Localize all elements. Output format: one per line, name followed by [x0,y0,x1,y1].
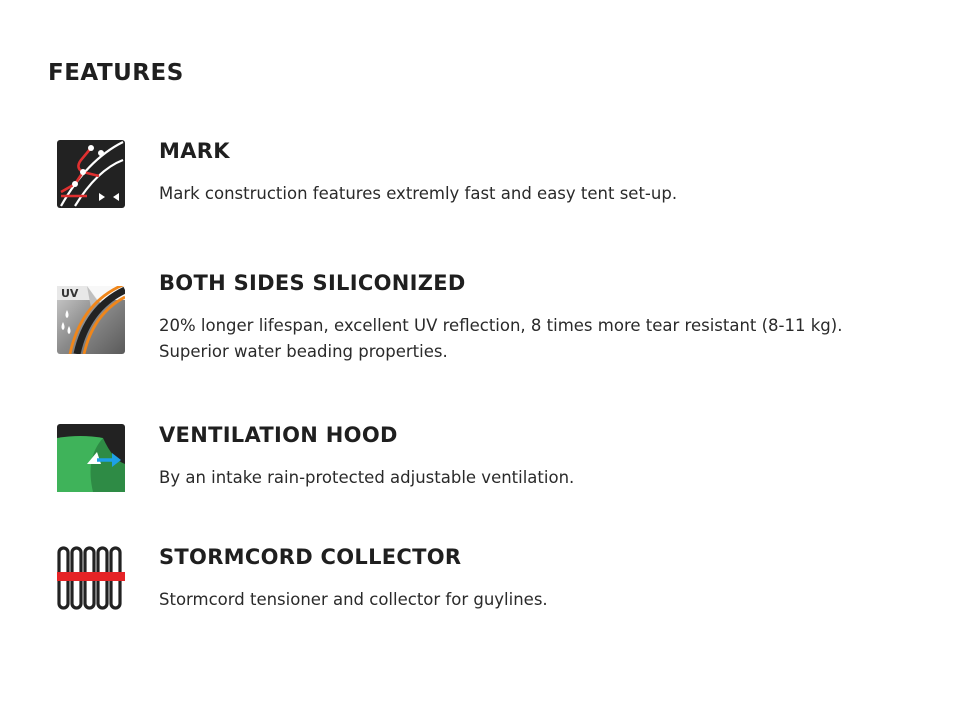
feature-description [159,587,899,613]
feature-description-line: Superior water beading properties. [159,342,448,361]
feature-description [159,313,899,365]
feature-description-line: By an intake rain-protected adjustable ventilation. [159,468,575,487]
feature-description-line: Stormcord tensioner and collector for guylines. [159,590,548,609]
page-title: FEATURES [48,60,184,86]
feature-description-line: Mark construction features extremly fast and easy tent set-up. [159,184,678,203]
stormcord-collector-icon [57,544,125,612]
feature-description [159,465,899,491]
siliconized-fabric-icon [57,286,125,354]
feature-title: VENTILATION HOOD [159,423,398,447]
feature-description-line: 20% longer lifespan, excellent UV reflection, 8 times more tear resistant (8-11 kg). [159,316,843,335]
feature-title: MARK [159,139,230,163]
mark-icon [57,140,125,208]
feature-title: BOTH SIDES SILICONIZED [159,271,466,295]
feature-description [159,181,899,207]
ventilation-hood-icon [57,424,125,492]
uv-label: UV [61,287,79,300]
feature-title: STORMCORD COLLECTOR [159,545,462,569]
